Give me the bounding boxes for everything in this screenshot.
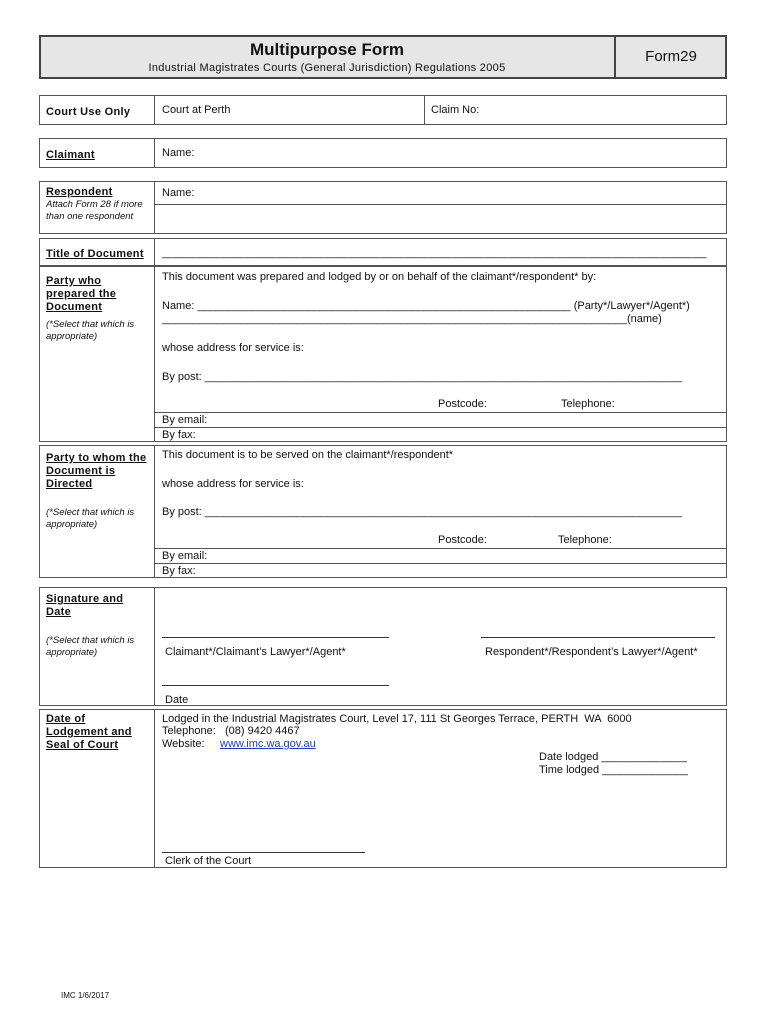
claim-no-field[interactable]: Claim No: <box>431 104 480 116</box>
party-prepared-address-label: whose address for service is: <box>162 342 304 354</box>
respondent-note: Attach Form 28 if more than one respondent <box>46 199 143 222</box>
form-subtitle: Industrial Magistrates Courts (General Jurisdiction) Regulations 2005 <box>148 62 506 74</box>
claimant-signature-line[interactable] <box>162 637 389 638</box>
respondent-name-field[interactable]: Name: <box>162 187 195 199</box>
party-directed-fax[interactable]: By fax: <box>162 565 196 577</box>
signature-note: (*Select that which is appropriate) <box>46 635 135 658</box>
respondent-signature-line[interactable] <box>481 637 715 638</box>
title-of-document-label: Title of Document <box>46 248 144 260</box>
respondent-divider <box>154 181 155 234</box>
lodgement-website-link[interactable]: www.imc.wa.gov.au <box>220 738 316 750</box>
claimant-name-field[interactable]: Name: <box>162 147 195 159</box>
claimant-divider <box>154 138 155 168</box>
respondent-label: Respondent <box>46 186 113 198</box>
party-directed-postcode[interactable]: Postcode: <box>438 534 487 546</box>
party-prepared-label-1: Party who <box>46 275 102 287</box>
party-prepared-post-field[interactable]: By post: ______________________________________________________________________________ <box>162 371 682 383</box>
court-use-row <box>39 95 727 125</box>
party-prepared-fax[interactable]: By fax: <box>162 429 196 441</box>
court-use-divider <box>154 95 155 125</box>
signature-date-caption: Date <box>165 694 189 706</box>
party-directed-label-3: Directed <box>46 478 93 490</box>
party-directed-label-1: Party to whom the <box>46 452 147 464</box>
party-directed-divider <box>154 445 155 578</box>
party-prepared-fax-line <box>154 427 727 428</box>
court-use-label: Court Use Only <box>46 106 131 118</box>
party-directed-intro: This document is to be served on the claimant*/respondent* <box>162 449 454 461</box>
lodgement-label-3: Seal of Court <box>46 739 119 751</box>
claimant-row <box>39 138 727 168</box>
party-directed-address-label: whose address for service is: <box>162 478 304 490</box>
date-lodged-field[interactable]: Date lodged ______________ <box>539 751 688 763</box>
party-prepared-intro: This document was prepared and lodged by or on behalf of the claimant*/respondent* by: <box>162 271 597 283</box>
lodgement-label-2: Lodgement and <box>46 726 132 738</box>
claimant-signature-caption: Claimant*/Claimant’s Lawyer*/Agent* <box>165 646 346 658</box>
party-directed-post-field[interactable]: By post: ______________________________________________________________________________ <box>162 506 682 518</box>
party-prepared-email[interactable]: By email: <box>162 414 208 426</box>
party-prepared-label-3: Document <box>46 301 103 313</box>
lodgement-divider <box>154 709 155 868</box>
lodgement-website-label: Website: <box>162 738 205 750</box>
court-at-perth: Court at Perth <box>162 104 231 116</box>
signature-label-1: Signature and <box>46 593 124 605</box>
footer-version: IMC 1/6/2017 <box>61 991 110 1000</box>
party-directed-email[interactable]: By email: <box>162 550 208 562</box>
party-prepared-telephone[interactable]: Telephone: <box>561 398 615 410</box>
party-prepared-name-field-2[interactable]: ____________________________________________________________________________(name) <box>162 313 662 325</box>
party-prepared-label-2: prepared the <box>46 288 117 300</box>
party-directed-telephone[interactable]: Telephone: <box>558 534 612 546</box>
signature-label-2: Date <box>46 606 72 618</box>
party-directed-fax-line <box>154 563 727 564</box>
form-number: Form29 <box>645 48 697 65</box>
lodgement-telephone: Telephone: (08) 9420 4467 <box>162 725 300 737</box>
title-of-document-field[interactable]: _________________________________________________________________________________________ <box>162 247 707 259</box>
signature-date-line[interactable] <box>162 685 389 686</box>
time-lodged-field[interactable]: Time lodged ______________ <box>539 764 688 776</box>
lodgement-section <box>39 709 727 868</box>
signature-divider <box>154 587 155 706</box>
party-prepared-email-line <box>154 412 727 413</box>
party-prepared-note: (*Select that which is appropriate) <box>46 319 135 342</box>
clerk-caption: Clerk of the Court <box>165 855 252 867</box>
title-divider <box>154 238 155 266</box>
party-prepared-divider <box>154 266 155 442</box>
lodgement-address: Lodged in the Industrial Magistrates Court, Level 17, 111 St Georges Terrace, PERTH WA 6000 <box>162 713 632 725</box>
party-prepared-section <box>39 266 727 442</box>
respondent-inner-line <box>154 204 727 205</box>
lodgement-label-1: Date of <box>46 713 86 725</box>
form-title: Multipurpose Form <box>250 40 404 59</box>
respondent-signature-caption: Respondent*/Respondent’s Lawyer*/Agent* <box>485 646 698 658</box>
party-directed-note: (*Select that which is appropriate) <box>46 507 135 530</box>
claim-no-divider <box>424 95 425 125</box>
party-directed-email-line <box>154 548 727 549</box>
claimant-label: Claimant <box>46 149 95 161</box>
clerk-signature-line[interactable] <box>162 852 365 853</box>
party-directed-label-2: Document is <box>46 465 116 477</box>
party-prepared-name-field[interactable]: Name: _____________________________________________________________ (Party*/Lawyer*/Agent*) <box>162 300 690 312</box>
party-prepared-postcode[interactable]: Postcode: <box>438 398 487 410</box>
